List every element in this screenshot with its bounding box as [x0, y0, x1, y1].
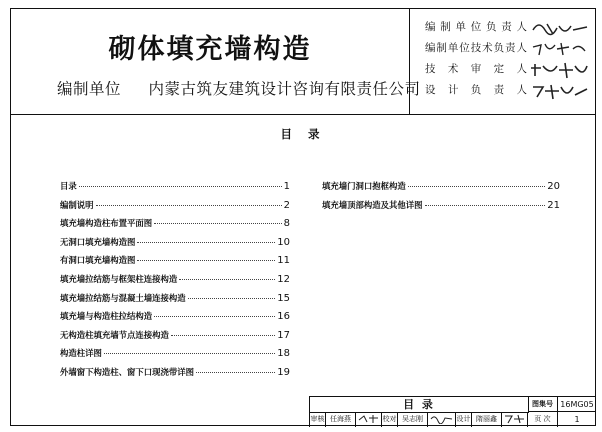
toc-leader — [137, 260, 275, 261]
reviewer-name: 任海燕 — [326, 412, 356, 427]
toc-item-page: 15 — [277, 292, 290, 304]
toc-item-page: 18 — [277, 348, 290, 360]
responsibility-role: 编制单位技术负责人 — [425, 42, 527, 54]
toc-item-page: 1 — [283, 181, 290, 192]
toc-leader — [188, 298, 276, 299]
responsibility-block — [419, 17, 594, 101]
toc-item-page: 8 — [283, 218, 290, 230]
toc-leader — [104, 353, 275, 354]
toc-item[interactable] — [60, 217, 290, 236]
toc-leader — [171, 335, 275, 336]
page-number: 1 — [574, 415, 580, 424]
toc-leader — [79, 186, 282, 187]
toc-item-label: 填充墙拉结筋与框架柱连接构造 — [60, 273, 178, 284]
toc-item-page: 19 — [277, 366, 290, 378]
toc-item-label: 外墙窗下构造柱、窗下口现浇带详图 — [60, 366, 194, 377]
design-label: 设计 — [456, 412, 472, 427]
toc-item-page: 16 — [277, 311, 290, 323]
toc-item[interactable] — [60, 347, 290, 366]
toc-item[interactable] — [60, 273, 290, 292]
check-label: 校对 — [382, 412, 398, 427]
toc-item[interactable] — [60, 366, 290, 385]
toc-item-page: 11 — [277, 255, 290, 267]
toc-item[interactable] — [322, 180, 560, 199]
toc-leader — [96, 205, 282, 206]
toc-item[interactable] — [60, 180, 290, 199]
responsibility-role: 设 计 负 责 人 — [425, 84, 527, 96]
organization-name: 内蒙古筑友建筑设计咨询有限责任公司 — [148, 80, 421, 98]
signature-image — [504, 413, 526, 424]
toc-leader — [196, 372, 275, 373]
signature-image — [358, 413, 380, 424]
toc-leader — [425, 205, 546, 206]
toc-left-column — [60, 180, 290, 385]
toc-leader — [154, 316, 275, 317]
toc-item[interactable] — [60, 199, 290, 218]
signature-image — [529, 39, 591, 59]
signature-image — [529, 18, 591, 38]
responsibility-role: 编制单位负责人 — [425, 21, 527, 33]
designer-signature — [502, 412, 528, 427]
organization-label: 编制单位 — [57, 80, 122, 98]
toc-item-label: 有洞口填充墙构造图 — [60, 255, 136, 266]
toc-item-label: 无构造柱填充墙节点连接构造 — [60, 329, 169, 340]
toc-item-page: 10 — [277, 236, 290, 248]
toc-item[interactable] — [60, 310, 290, 329]
toc-item[interactable] — [60, 329, 290, 348]
responsibility-row — [419, 38, 594, 59]
toc-item-page: 21 — [547, 199, 560, 211]
toc-leader — [154, 223, 282, 224]
signature-image — [430, 413, 454, 424]
organization-line — [57, 77, 420, 99]
toc-item-label: 构造柱详图 — [60, 348, 102, 359]
toc-item-label: 目录 — [60, 181, 77, 191]
header-divider — [11, 114, 595, 115]
toc-leader — [137, 242, 275, 243]
toc-item-label: 无洞口填充墙构造图 — [60, 236, 136, 247]
toc-item-page: 2 — [283, 199, 290, 211]
toc-item-label: 填充墙拉结筋与混凝土墙连接构造 — [60, 292, 186, 303]
page-label: 页 次 — [528, 412, 558, 427]
signature-image — [529, 60, 591, 80]
toc-item[interactable] — [322, 199, 560, 218]
drawing-name: 目 录 — [310, 397, 529, 413]
title-block — [309, 396, 596, 427]
toc-item[interactable] — [60, 292, 290, 311]
toc-item[interactable] — [60, 254, 290, 273]
toc-item-label: 编制说明 — [60, 199, 94, 210]
responsibility-row — [419, 59, 594, 80]
toc-item[interactable] — [60, 236, 290, 255]
toc-leader — [179, 279, 275, 280]
responsibility-role: 技 术 审 定 人 — [425, 63, 527, 75]
review-label: 审核 — [310, 412, 326, 427]
checker-signature — [428, 412, 456, 427]
toc-item-label: 填充墙顶部构造及其他详图 — [322, 199, 423, 210]
drawing-frame — [10, 8, 596, 426]
toc-item-page: 17 — [277, 329, 290, 341]
toc-item-label: 填充墙与构造柱拉结构造 — [60, 311, 153, 322]
atlas-label: 图集号 — [528, 397, 558, 412]
toc-right-column — [322, 180, 560, 217]
checker-name: 吴志刚 — [398, 412, 428, 427]
signature-image — [529, 81, 591, 101]
reviewer-signature — [356, 412, 382, 427]
page-title: 砌体填充墙构造 — [108, 34, 312, 65]
toc-title: 目 录 — [280, 127, 326, 141]
toc-item-label: 填充墙构造柱布置平面图 — [60, 218, 153, 229]
toc-leader — [408, 186, 546, 187]
designer-name: 隋丽鑫 — [472, 412, 502, 427]
responsibility-row — [419, 17, 594, 38]
responsibility-row — [419, 80, 594, 101]
toc-item-page: 12 — [277, 273, 290, 285]
toc-item-label: 填充墙门洞口抱框构造 — [322, 181, 406, 191]
toc-item-page: 20 — [547, 181, 560, 192]
atlas-number: 16MG05 — [558, 397, 596, 412]
